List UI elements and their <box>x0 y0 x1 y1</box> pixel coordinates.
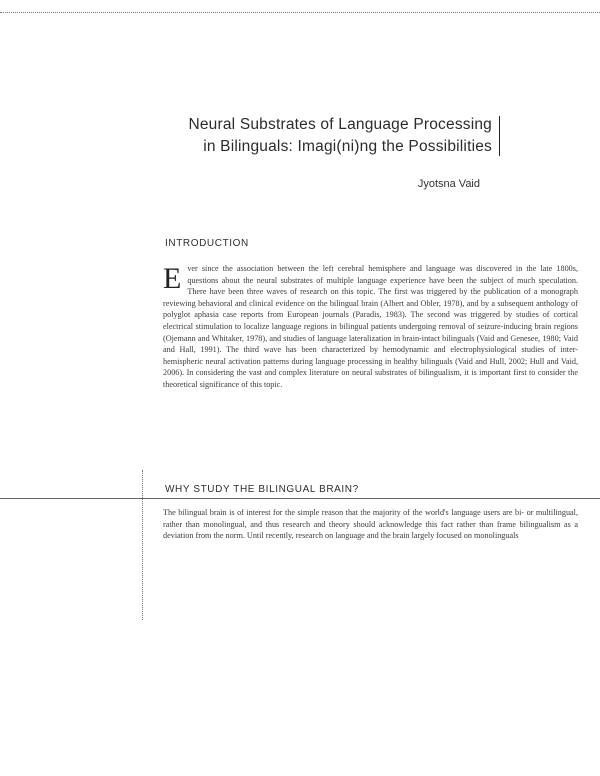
section-heading-introduction: INTRODUCTION <box>165 238 249 249</box>
title-rule <box>499 116 500 156</box>
title-line-1: Neural Substrates of Language Processing <box>188 116 492 133</box>
drop-cap: E <box>163 262 182 295</box>
introduction-text: ver since the association between the left cerebral hemisphere and language was discovered in the late 1800s, questions about the neural substrates of multiple language experience have been the subject of much speculation. There have been three waves of research on this topic. The first was triggered by the publication of a monograph reviewing behavioral and clinical evidence on the bilingual brain (Albert and Obler, 1978), and by a subsequent anthology of polyglot aphasia case reports from European journals (Paradis, 1983). The second was triggered by studies of cortical electrical stimulation to localize language regions in bilingual patients undergoing removal of seizure-inducing brain regions (Ojemann and Whitaker, 1978), and studies of language lateralization in brain-intact bilinguals (Vaid and Genesee, 1980; Vaid and Hall, 1991). The third wave has been characterized by hemodynamic and electrophysiological studies of inter-hemispheric neural activation patterns during language processing in healthy bilinguals (Vaid and Hull, 2002; Hull and Vaid, 2006). In considering the vast and complex literature on neural substrates of bilingualism, it is important first to consider the theoretical significance of this topic. <box>163 264 578 389</box>
title-line-2: in Bilinguals: Imagi(ni)ng the Possibilities <box>203 138 492 155</box>
introduction-paragraph <box>163 263 578 391</box>
scan-artifact-margin <box>142 470 147 620</box>
why-study-paragraph: The bilingual brain is of interest for the simple reason that the majority of the world's language users are bi- or multilingual, rather than monolingual, and thus research and theory should acknowledge this fact rather than frame bilingualism as a deviation from the norm. Until recently, research on language and the brain largely focused on monolinguals <box>163 508 578 541</box>
scan-artifact-top <box>0 12 600 13</box>
author-name: Jyotsna Vaid <box>417 178 480 190</box>
chapter-title <box>160 114 500 158</box>
section-heading-why-study: WHY STUDY THE BILINGUAL BRAIN? <box>165 484 359 495</box>
scan-artifact-middle <box>0 498 600 499</box>
